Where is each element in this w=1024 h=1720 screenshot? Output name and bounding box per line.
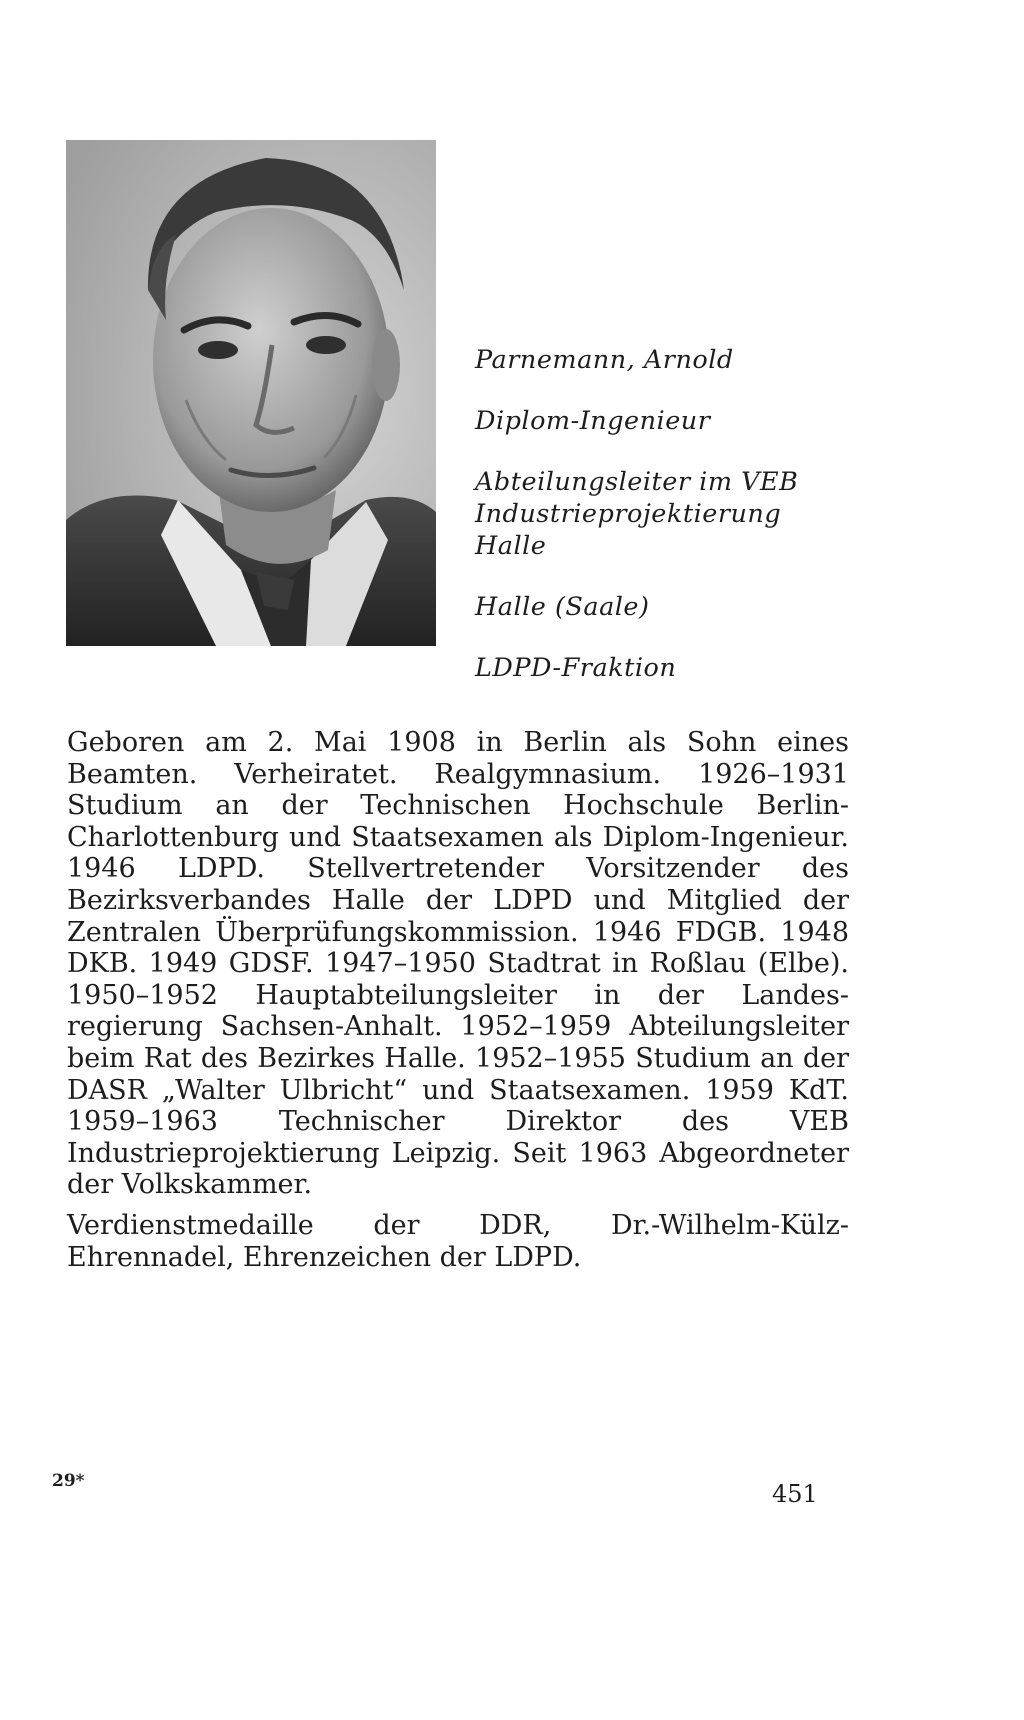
person-name: Parnemann, Arnold	[475, 345, 734, 375]
biography-paragraph: Geboren am 2. Mai 1908 in Berlin als Sohn eines Beamten. Verheiratet. Realgymnasium. 1926–1931 Studium an der Technischen Hochschule Berlin-Charlottenburg und Staatsexamen als Diplom-Ingenieur. 1946 LDPD. Stellvertretender Vorsitzender des Bezirksverbandes Halle der LDPD und Mitglied der Zentralen Überprüfungskommission. 1946 FDGB. 1948 DKB. 1949 GDSF. 1947–1950 Stadtrat in Roßlau (Elbe). 1950–1952 Hauptabteilungsleiter in der Landesregierung Sachsen-Anhalt. 1952–1959 Abteilungsleiter beim Rat des Bezirkes Halle. 1952–1955 Studium an der DASR „Walter Ulbricht“ und Staatsexamen. 1959 KdT. 1959–1963 Technischer Direktor des VEB Industrieprojektierung Leipzig. Seit 1963 Abgeordneter der Volkskammer.	[67, 727, 849, 1201]
position-line: Halle	[475, 531, 547, 561]
position-line: Industrieprojektierung	[475, 499, 782, 529]
portrait-photo	[66, 140, 436, 646]
portrait-illustration	[66, 140, 436, 646]
caption-block	[475, 344, 875, 684]
position-block	[475, 466, 875, 562]
academic-title: Diplom-Ingenieur	[475, 406, 711, 436]
location: Halle (Saale)	[475, 592, 650, 622]
biography	[67, 727, 849, 1273]
position-line: Abteilungsleiter im VEB	[475, 467, 799, 497]
awards-paragraph: Verdienstmedaille der DDR, Dr.-Wilhelm-Külz-Ehrennadel, Ehrenzeichen der LDPD.	[67, 1209, 849, 1273]
faction: LDPD-Fraktion	[475, 653, 677, 683]
signature-mark: 29*	[52, 1471, 85, 1491]
page-number: 451	[772, 1480, 818, 1508]
